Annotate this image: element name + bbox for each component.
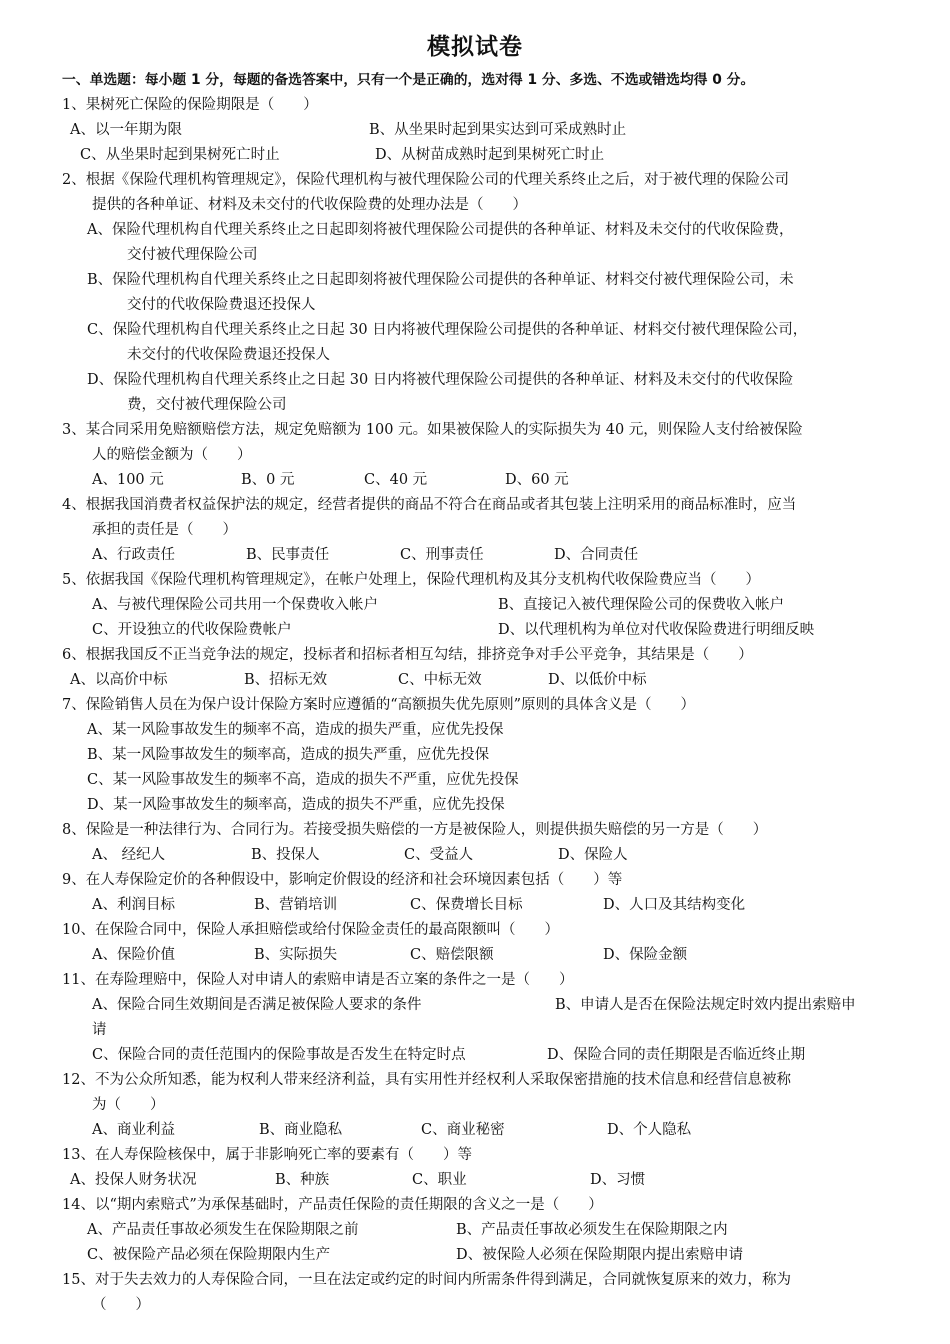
option-d: D、合同责任 [554,547,639,563]
question-stem: 8、保险是一种法律行为、合同行为。若接受损失赔偿的一方是被保险人，则提供损失赔偿的另一方是（ ） [62,822,768,838]
option-b-cont: 请 [92,1022,107,1038]
question-stem-cont: 提供的各种单证、材料及未交付的代收保险费的处理办法是（ ） [92,197,527,213]
section-heading: 一、单选题：每小题 1 分，每题的备选答案中，只有一个是正确的，选对得 1 分、多选、不选或错选均得 0 分。 [62,72,755,88]
option-b: B、直接记入被代理保险公司的保费收入帐户 [498,597,785,613]
question-stem: 10、在保险合同中，保险人承担赔偿或给付保险金责任的最高限额叫（ ） [62,922,559,938]
question-stem: 7、保险销售人员在为保户设计保险方案时应遵循的“高额损失优先原则”原则的具体含义是（ ） [62,697,696,713]
option-c: C、从坐果时起到果树死亡时止 [80,147,280,163]
option-c: C、受益人 [404,847,474,863]
question-stem: 2、根据《保险代理机构管理规定》，保险代理机构与被代理保险公司的代理关系终止之后，对于被代理的保险公司 [62,172,789,188]
question-stem: 13、在人寿保险核保中，属于非影响死亡率的要素有（ ）等 [62,1147,472,1163]
question-stem-cont: 为（ ） [92,1097,165,1113]
option-a: A、保险代理机构自代理关系终止之日起即刻将被代理保险公司提供的各种单证、材料及未交付的代收保险费， [87,222,794,238]
question-stem: 4、根据我国消费者权益保护法的规定，经营者提供的商品不符合在商品或者其包装上注明采用的商品标准时，应当 [62,497,797,513]
option-c-cont: 未交付的代收保险费退还投保人 [127,347,330,363]
option-a: A、投保人财务状况 [70,1172,197,1188]
question-stem: 14、以“期内索赔式”为承保基础时，产品责任保险的责任期限的含义之一是（ ） [62,1197,603,1213]
option-b: B、从坐果时起到果实达到可采成熟时止 [369,122,627,138]
page-title: 模拟试卷 [427,34,523,60]
question-stem: 9、在人寿保险定价的各种假设中，影响定价假设的经济和社会环境因素包括（ ）等 [62,872,623,888]
option-d: D、以代理机构为单位对代收保险费进行明细反映 [498,622,815,638]
option-c: C、保费增长目标 [410,897,523,913]
question-stem: 11、在寿险理赔中，保险人对申请人的索赔申请是否立案的条件之一是（ ） [62,972,574,988]
option-b: B、投保人 [251,847,320,863]
option-d: D、60 元 [505,472,569,488]
option-a: A、保险合同生效期间是否满足被保险人要求的条件 [92,997,422,1013]
option-d: D、人口及其结构变化 [603,897,746,913]
question-stem-cont: （ ） [92,1297,150,1313]
option-b: B、招标无效 [244,672,328,688]
option-d: D、保险代理机构自代理关系终止之日起 30 日内将被代理保险公司提供的各种单证、材料及未交付的代收保险 [87,372,794,388]
question-stem-cont: 人的赔偿金额为（ ） [92,447,252,463]
question-stem: 15、对于失去效力的人寿保险合同，一旦在法定或约定的时间内所需条件得到满足，合同就恢复原来的效力，称为 [62,1272,791,1288]
question-stem: 6、根据我国反不正当竞争法的规定，投标者和招标者相互勾结，排挤竞争对手公平竞争，其结果是（ ） [62,647,753,663]
option-a-cont: 交付被代理保险公司 [127,247,258,263]
option-b: B、商业隐私 [259,1122,343,1138]
option-c: C、刑事责任 [400,547,484,563]
option-a: A、100 元 [92,472,164,488]
option-a: A、行政责任 [92,547,175,563]
option-c: C、保险合同的责任范围内的保险事故是否发生在特定时点 [92,1047,466,1063]
option-a: A、利润目标 [92,897,175,913]
option-a: A、 经纪人 [92,847,166,863]
option-d: D、个人隐私 [607,1122,692,1138]
option-d: D、保险金额 [603,947,688,963]
option-a: A、某一风险事故发生的频率不高，造成的损失严重，应优先投保 [87,722,504,738]
option-a: A、商业利益 [92,1122,175,1138]
option-d: D、被保险人必须在保险期限内提出索赔申请 [456,1247,744,1263]
option-b: B、种族 [275,1172,330,1188]
option-c: C、职业 [412,1172,467,1188]
option-c: C、保险代理机构自代理关系终止之日起 30 日内将被代理保险公司提供的各种单证、材料交付被代理保险公司， [87,322,808,338]
option-c: C、开设独立的代收保险费帐户 [92,622,292,638]
option-d: D、保险合同的责任期限是否临近终止期 [547,1047,806,1063]
option-d: D、从树苗成熟时起到果树死亡时止 [375,147,605,163]
option-a: A、产品责任事故必须发生在保险期限之前 [87,1222,359,1238]
question-stem: 3、某合同采用免赔额赔偿方法，规定免赔额为 100 元。如果被保险人的实际损失为 40 元，则保险人支付给被保险 [62,422,803,438]
option-d: D、某一风险事故发生的频率高，造成的损失不严重，应优先投保 [87,797,505,813]
option-d: D、以低价中标 [548,672,647,688]
option-b: B、营销培训 [254,897,338,913]
option-c: C、中标无效 [398,672,482,688]
option-a: A、保险价值 [92,947,175,963]
option-b: B、民事责任 [246,547,330,563]
option-d: D、习惯 [590,1172,646,1188]
option-c: C、赔偿限额 [410,947,494,963]
option-a: A、以一年期为限 [70,122,182,138]
option-c: C、某一风险事故发生的频率不高，造成的损失不严重，应优先投保 [87,772,519,788]
question-stem: 1、果树死亡保险的保险期限是（ ） [62,97,318,113]
option-c: C、40 元 [364,472,428,488]
option-d: D、保险人 [558,847,628,863]
option-b: B、申请人是否在保险法规定时效内提出索赔申 [555,997,856,1013]
option-b: B、产品责任事故必须发生在保险期限之内 [456,1222,728,1238]
option-c: C、商业秘密 [421,1122,505,1138]
option-a: A、与被代理保险公司共用一个保费收入帐户 [92,597,378,613]
option-b: B、保险代理机构自代理关系终止之日起即刻将被代理保险公司提供的各种单证、材料交付被代理保险公司，未 [87,272,794,288]
option-b-cont: 交付的代收保险费退还投保人 [127,297,316,313]
option-a: A、以高价中标 [70,672,168,688]
question-stem-cont: 承担的责任是（ ） [92,522,237,538]
option-b: B、实际损失 [254,947,338,963]
option-c: C、被保险产品必须在保险期限内生产 [87,1247,331,1263]
option-b: B、某一风险事故发生的频率高，造成的损失严重，应优先投保 [87,747,490,763]
option-d-cont: 费，交付被代理保险公司 [127,397,287,413]
question-stem: 12、不为公众所知悉，能为权利人带来经济利益，具有实用性并经权利人采取保密措施的技术信息和经营信息被称 [62,1072,791,1088]
option-b: B、0 元 [241,472,295,488]
question-stem: 5、依据我国《保险代理机构管理规定》，在帐户处理上，保险代理机构及其分支机构代收保险费应当（ ） [62,572,760,588]
